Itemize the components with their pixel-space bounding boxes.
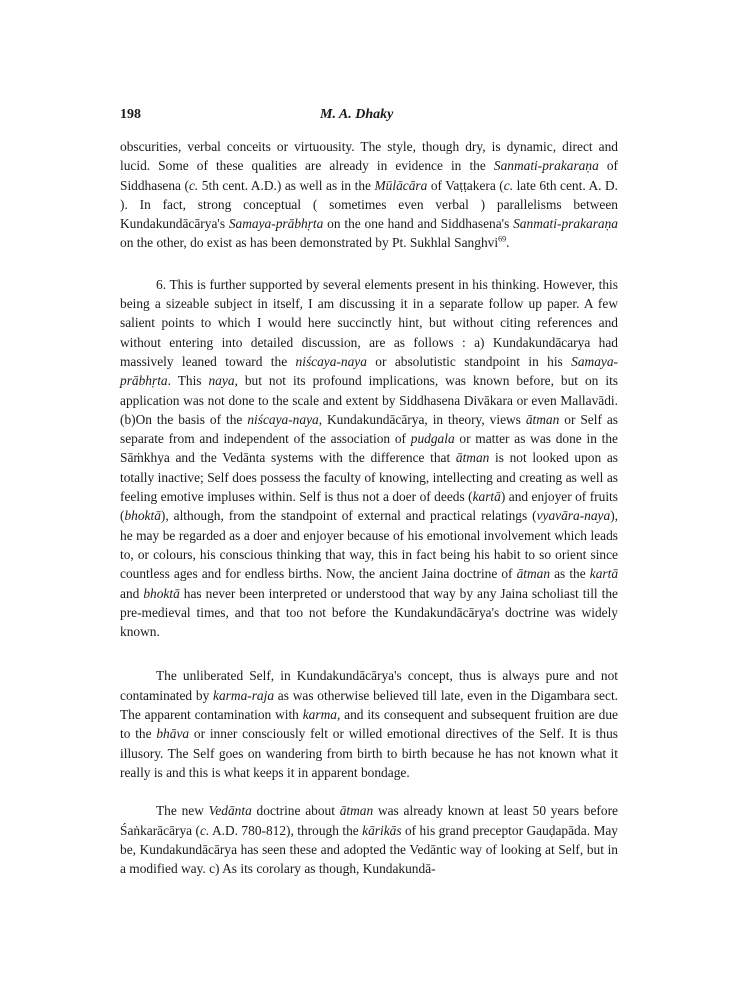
text-run: The new (156, 803, 209, 819)
paragraph-unliberated-self (120, 666, 618, 782)
text-run: has never been interpreted or understood that way by any Jaina scholiast till the pre-medieval times, and that too not before the Kundakundācārya's doctrine was widely known. (120, 585, 618, 640)
text-run: , Kundakundācārya, in theory, views (318, 411, 526, 427)
italic-term: ātman (516, 566, 551, 582)
running-head-author: M. A. Dhaky (320, 107, 394, 122)
text-run: , and its consequent and subsequent fruition are due to the (120, 707, 619, 742)
paragraph-vedanta-doctrine (120, 801, 618, 878)
text-run: ), although, from the standpoint of external and practical relatings ( (160, 508, 537, 524)
italic-term: ātman (339, 803, 374, 819)
italic-term: c. (200, 822, 210, 838)
text-run: obscurities, verbal conceits or virtuousity. The style, though dry, is dynamic, direct and lucid. Some of these qualities are already in evidence in the (120, 139, 618, 174)
text-run: ), he may be regarded as a doer and enjoyer because of his emotional involvement which leads to, or colours, his conscious thinking that way, this in fact being his habit to so orient since countless ages and for endless births. Now, the ancient Jaina doctrine of (120, 508, 618, 582)
text-run: . (506, 235, 510, 251)
paragraph-parallelisms (120, 137, 618, 253)
italic-term: Sanmati-prakaraṇa (493, 158, 599, 174)
text-run: . This (167, 373, 209, 389)
text-run: doctrine about (251, 803, 340, 819)
text-run: of Vaṭṭakera ( (427, 177, 504, 193)
page-number: 198 (120, 107, 141, 122)
text-run: on the other, do exist as has been demonstrated by Pt. Sukhlal Sanghvi (120, 235, 499, 251)
italic-term: bhoktā (143, 585, 180, 601)
italic-term: kartā (472, 489, 501, 505)
italic-term: c. (503, 177, 514, 193)
italic-term: bhoktā (124, 508, 161, 524)
text-run: on the one hand and Siddhasena's (323, 216, 514, 232)
text-run: as the (550, 566, 590, 582)
italic-term: karma (302, 707, 337, 723)
text-run: or absolutistic standpoint in his (366, 353, 572, 369)
italic-term: Sanmati-prakaraṇa (513, 216, 618, 232)
italic-term: ātman (455, 450, 490, 466)
italic-term: vyavāra-naya (536, 508, 611, 524)
text-run: of his grand preceptor Gauḍapāda. May be, Kundakundācārya has seen these and adopted the Vedāntic way of looking at Self, but in a modified way. c) As its corolary as though, Kundakundā- (120, 822, 619, 877)
text-run: The unliberated Self, in Kundakundācārya's concept, thus is always pure and not contaminated by (120, 668, 618, 703)
italic-term: Samaya-prābhṛta (228, 216, 324, 232)
italic-term: karma-raja (213, 687, 275, 703)
text-run: A.D. 780-812), through the (209, 822, 363, 838)
text-run: is not looked upon as totally inactive; Self does possess the faculty of knowing, intellecting and creating as well as feeling emotive impluses within. Self is thus not a doer of deeds ( (120, 450, 618, 505)
italic-term: bhāva (156, 726, 190, 742)
italic-term: niścaya-naya (247, 411, 319, 427)
italic-term: niścaya-naya (295, 353, 367, 369)
italic-term: Samaya-prābhṛta (120, 353, 618, 389)
text-run: and (120, 585, 144, 601)
text-run: late 6th cent. A. D. ). In fact, strong conceptual ( sometimes even verbal ) parallelisms between Kundakundācārya's (120, 177, 618, 232)
text-run: 6. This is further supported by several elements present in his thinking. However, this being a sizeable subject in itself, I am discussing it in a separate follow up paper. A few salient points to which I would here succinctly hint, but without citing references and without entering into detailed discussion, are as follows : a) Kundakundācarya had massively leaned toward the (120, 276, 618, 369)
italic-term: c. (188, 177, 199, 193)
text-run: or Self as separate from and independent of the association of (120, 411, 619, 447)
italic-term: kārikās (362, 822, 402, 838)
italic-term: naya (208, 373, 235, 389)
italic-term: ātman (525, 411, 560, 427)
text-run: or matter as was done in the Sāṁkhya and the Vedānta systems with the difference that (120, 431, 618, 466)
text-run: 5th cent. A.D.) as well as in the (198, 177, 375, 193)
page-header (120, 107, 618, 127)
body-text (120, 137, 618, 878)
italic-term: kartā (589, 566, 619, 582)
italic-term: Mūlācāra (374, 177, 428, 193)
italic-term: pudgala (410, 431, 455, 447)
paragraph-point-6 (120, 275, 618, 642)
text-run: as was otherwise believed till late, even in the Digambara sect. The apparent contamination with (120, 687, 619, 723)
italic-term: Vedānta (208, 803, 252, 819)
text-run: of Siddhasena ( (120, 158, 618, 193)
text-run: or inner consciously felt or willed emotional directives of the Self. It is thus illusory. The Self goes on wandering from birth to birth because he has not known what it really is and this is what keeps it in apparent bondage. (120, 726, 618, 780)
text-run: , but not its profound implications, was known before, but on its application was not done to the scale and extent by Siddhasena Divākara or even Mallavādi. (b)On the basis of the (120, 373, 618, 427)
text-run: ) and enjoyer of fruits ( (120, 489, 618, 524)
footnote-ref: 69 (498, 235, 507, 245)
text-run: was already known at least 50 years before Śaṅkarācārya ( (120, 803, 618, 838)
